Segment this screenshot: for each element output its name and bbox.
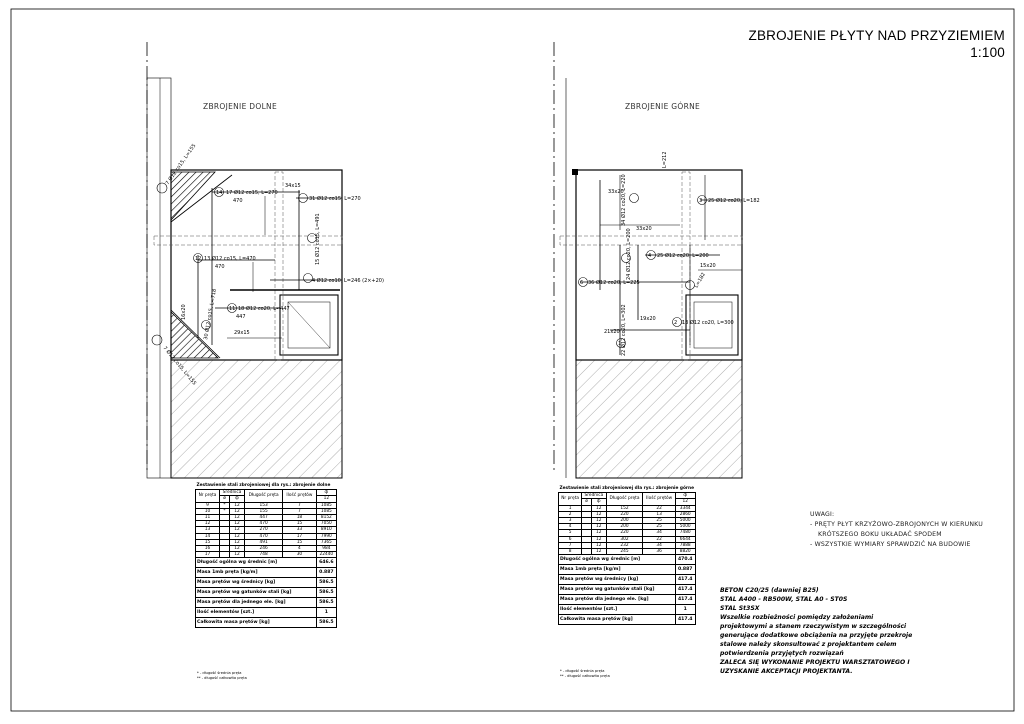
summary-value: 646.6	[316, 558, 336, 568]
table-cell: 22	[643, 505, 675, 511]
summary-row	[559, 585, 696, 595]
col-header: Ilość prętów	[643, 493, 675, 505]
table-cell: 12	[230, 539, 245, 545]
table-cell: 5000	[675, 524, 695, 530]
summary-label: Masa prętów wg gatunków stali [kg]	[559, 585, 676, 595]
summary-row	[196, 568, 337, 578]
rebar-annotation: 7 Ø12 co15, L=155	[161, 345, 198, 387]
summary-label: Długość ogólna wg średnic [m]	[559, 555, 676, 565]
summary-label: Całkowita masa prętów [kg]	[196, 618, 317, 628]
summary-label: Masa 1mb pręta [kg/m]	[559, 565, 676, 575]
steel-schedule-top	[558, 486, 696, 625]
col-header: Nr pręta	[559, 493, 582, 505]
col-header: ф	[591, 499, 606, 505]
rebar-annotation: 13 Ø12 co15, L=470	[204, 256, 256, 262]
table-cell: 34	[643, 530, 675, 536]
rebar-annotation: 11	[229, 306, 236, 312]
table-cell: 8152	[316, 515, 336, 521]
table-cell: 5000	[675, 518, 695, 524]
table-cell: 3344	[675, 505, 695, 511]
summary-value: 417.4	[675, 585, 695, 595]
rebar-annotation: 30 Ø12 co15, L=718	[203, 288, 218, 341]
steel-schedule-bottom	[195, 483, 337, 628]
table-cell: 447	[245, 515, 283, 521]
table-cell: 9	[196, 502, 220, 508]
table-cell: 12	[230, 502, 245, 508]
table-cell: 25	[643, 524, 675, 530]
summary-row	[559, 605, 696, 615]
notes-block	[810, 510, 1000, 550]
rebar-annotation: 7 Ø12 co15, L=155	[164, 142, 198, 187]
table-cell: 153	[245, 502, 283, 508]
summary-value: 0.887	[675, 565, 695, 575]
table-cell: 3	[559, 518, 582, 524]
table-cell: 7365	[316, 539, 336, 545]
col-header: Średnica	[220, 490, 245, 496]
col-header: 12	[316, 496, 336, 502]
spec-line: stalowe należy skonsultować z projektantem celem	[720, 641, 897, 648]
table-cell: 270	[245, 527, 283, 533]
table-cell: 17	[283, 533, 317, 539]
summary-label: Długość ogólna wg średnic [m]	[196, 558, 317, 568]
col-header: ø	[220, 496, 230, 502]
table-cell: 17	[196, 552, 220, 558]
rebar-annotation: 470	[233, 198, 243, 204]
col-header: ø	[582, 499, 592, 505]
table-cell: 4	[559, 524, 582, 530]
table-cell: 8820	[675, 549, 695, 555]
table-cell: 22	[643, 536, 675, 542]
table-cell: 11	[196, 515, 220, 521]
table-cell: 15	[196, 539, 220, 545]
footnote: ** - długość całkowita pręta	[560, 674, 610, 678]
summary-row	[196, 608, 337, 618]
table-cell: 2	[559, 511, 582, 517]
table-cell: 15	[283, 521, 317, 527]
note-item: - WSZYSTKIE WYMIARY SPRAWDZIĆ NA BUDOWIE	[810, 541, 971, 548]
table-cell: 25	[643, 518, 675, 524]
table-cell: 22440	[316, 552, 336, 558]
col-header: Ilość prętów	[283, 490, 317, 502]
table-cell: 220	[606, 530, 643, 536]
table-cell: 13	[196, 527, 220, 533]
summary-row	[559, 555, 696, 565]
summary-value: 586.5	[316, 588, 336, 598]
rebar-annotation: 15 Ø12 co15, L=491	[315, 213, 321, 265]
rebar-annotation: 25 Ø12 co20, L=182	[708, 198, 760, 204]
summary-value: 586.5	[316, 618, 336, 628]
table-cell: 33	[283, 527, 317, 533]
table-cell: 12	[591, 511, 606, 517]
summary-row	[559, 565, 696, 575]
table-footnotes	[197, 671, 247, 681]
rebar-annotation: 21x20	[604, 329, 620, 335]
footnote: * - długość średnia pręta	[197, 671, 242, 675]
table-cell: 7	[283, 502, 317, 508]
summary-row	[196, 618, 337, 628]
rebar-annotation: 17 Ø12 co15, L=270	[226, 190, 278, 196]
rebar-annotation: 3	[699, 198, 703, 204]
summary-value: 586.5	[316, 578, 336, 588]
spec-line: STAL St3SX	[720, 605, 760, 612]
summary-row	[196, 598, 337, 608]
table-cell: 12	[591, 530, 606, 536]
table-cell: 7888	[675, 542, 695, 548]
col-header: Średnica	[582, 493, 606, 499]
spec-line: ZALECA SIĘ WYKONANIE PROJEKTU WARSZTATOWEGO I	[720, 659, 910, 666]
table-cell: 232	[606, 542, 643, 548]
rebar-annotation: 22 Ø12 co20, L=302	[621, 304, 627, 356]
rebar-annotation: 31 Ø12 co15, L=270	[309, 196, 361, 202]
table-cell: 220	[606, 511, 643, 517]
col-header: ф	[316, 490, 336, 496]
col-header: 12	[675, 499, 695, 505]
table-cell: 12	[230, 508, 245, 514]
table-cell: *	[220, 502, 230, 508]
col-header: ф	[230, 496, 245, 502]
table-cell: 302	[606, 536, 643, 542]
summary-row	[559, 595, 696, 605]
rebar-annotation: 4	[648, 253, 652, 259]
table-cell: 12	[591, 542, 606, 548]
rebar-annotation: 14	[216, 190, 223, 196]
rebar-annotation: 36 Ø12 co20, L=225	[588, 280, 640, 286]
table-cell: 245	[606, 549, 643, 555]
summary-value: 1	[675, 605, 695, 615]
summary-label: Masa prętów wg gatunków stali [kg]	[196, 588, 317, 598]
table-cell: 5	[559, 530, 582, 536]
rebar-annotation: 19x20	[640, 316, 656, 322]
rebar-annotation: 13 Ø12 co20, L=300	[682, 320, 734, 326]
table-cell: 470	[245, 533, 283, 539]
table-cell: 12	[230, 533, 245, 539]
table-cell: 12	[230, 521, 245, 527]
rebar-annotation: 34x15	[285, 183, 301, 189]
table-cell: 12	[591, 505, 606, 511]
summary-label: Ilość elementów [szt.]	[559, 605, 676, 615]
col-header: Długość pręta	[606, 493, 643, 505]
rebar-annotation: 15x20	[700, 263, 716, 269]
rebar-annotation: 1	[618, 341, 622, 347]
summary-label: Masa prętów dla jednego ele. [kg]	[559, 595, 676, 605]
rebar-annotation: 6	[580, 280, 584, 286]
plan-label-top: ZBROJENIE GÓRNE	[625, 102, 701, 111]
summary-label: Ilość elementów [szt.]	[196, 608, 317, 618]
plan-label-bottom: ZBROJENIE DOLNE	[203, 102, 277, 111]
note-item: - PRĘTY PŁYT KRZYŻOWO-ZBROJONYCH W KIERUNKU	[810, 521, 983, 528]
table-cell: 7	[559, 542, 582, 548]
spec-line: BETON C20/25 (dawniej B25)	[720, 587, 819, 594]
table-cell: 14	[196, 533, 220, 539]
table-cell: 12	[230, 552, 245, 558]
table-cell: 8	[559, 549, 582, 555]
table-cell: 10	[196, 508, 220, 514]
table-cell: *	[220, 508, 230, 514]
rebar-annotation: 34 Ø12 co20, L=220	[621, 174, 627, 226]
table-footnotes	[560, 669, 610, 679]
summary-row	[559, 575, 696, 585]
table-cell: 12	[230, 515, 245, 521]
rebar-annotation: 18 Ø12 co20, L=447	[238, 306, 290, 312]
summary-value: 1	[316, 608, 336, 618]
table-cell: 7480	[675, 530, 695, 536]
material-specification	[720, 586, 950, 676]
table-cell: 246	[245, 546, 283, 552]
summary-label: Masa prętów wg średnicy [kg]	[559, 575, 676, 585]
table-cell: 470	[245, 521, 283, 527]
spec-line: Wszelkie rozbieżności pomiędzy założeniami	[720, 614, 874, 621]
summary-value: 417.4	[675, 575, 695, 585]
rebar-annotation: 2	[674, 320, 678, 326]
summary-label: Masa 1mb pręta [kg/m]	[196, 568, 317, 578]
table-cell: 12	[591, 536, 606, 542]
table-cell: 16	[196, 546, 220, 552]
table-cell: 4	[283, 546, 317, 552]
rebar-annotation: 16x20	[181, 304, 187, 320]
table-caption: Zestawienie stali zbrojeniowej dla rys.: zbrojenie dolne	[196, 483, 331, 488]
summary-label: Masa prętów wg średnicy [kg]	[196, 578, 317, 588]
table-cell: 12	[196, 521, 220, 527]
table-cell: 200	[606, 524, 643, 530]
spec-line: projektowymi a stanem rzeczywistym w szczególności	[720, 623, 907, 630]
table-cell: 6	[559, 536, 582, 542]
table-caption: Zestawienie stali zbrojeniowej dla rys.: zbrojenie górne	[559, 486, 695, 491]
col-header: Długość pręta	[245, 490, 283, 502]
table-cell: 6644	[675, 536, 695, 542]
table-cell: 12	[591, 518, 606, 524]
rebar-annotation: 33x20	[636, 226, 652, 232]
footnote: * - długość średnia pręta	[560, 669, 605, 673]
table-cell: 18	[283, 515, 317, 521]
rebar-annotation: 4 Ø12 co10, L=246 (2×+20)	[312, 278, 384, 284]
summary-value: 470.4	[675, 555, 695, 565]
rebar-annotation: 12	[195, 256, 202, 262]
table-cell: 8910	[316, 527, 336, 533]
table-cell: 491	[245, 539, 283, 545]
table-cell: 7990	[316, 533, 336, 539]
spec-line: potwierdzenia przyjętych rozwiązań	[720, 650, 844, 657]
summary-value: 0.887	[316, 568, 336, 578]
summary-label: Całkowita masa prętów [kg]	[559, 615, 676, 625]
footnote: ** - długość całkowita pręta	[197, 676, 247, 680]
table-cell: 15	[283, 539, 317, 545]
summary-row	[559, 615, 696, 625]
spec-line: UZYSKANIE AKCEPTACJI PROJEKTANTA.	[720, 668, 853, 675]
summary-row	[196, 558, 337, 568]
rebar-annotation: 470	[215, 264, 225, 270]
rebar-annotation: L=182	[693, 271, 707, 289]
title-scale: 1:100	[970, 45, 1005, 60]
title-text: ZBROJENIE PŁYTY NAD PRZYZIEMIEM	[748, 28, 1005, 43]
summary-value: 417.4	[675, 615, 695, 625]
rebar-annotation: 447	[236, 314, 246, 320]
spec-line: generujące dodatkowe obciążenia na przyjęte przekroje	[720, 632, 913, 639]
table-cell: 12	[230, 527, 245, 533]
spec-line: STAL A400 - RB500W, STAL A0 - ST0S	[720, 596, 848, 603]
rebar-annotation: 29x15	[234, 330, 250, 336]
table-cell: 34	[643, 542, 675, 548]
table-cell: 984	[316, 546, 336, 552]
rebar-annotation: 25 Ø12 co20, L=200	[657, 253, 709, 259]
summary-row	[196, 578, 337, 588]
table-cell: 1	[559, 505, 582, 511]
rebar-annotation: L=212	[662, 151, 668, 168]
notes-heading: UWAGI:	[810, 511, 835, 518]
table-cell: 748	[245, 552, 283, 558]
table-cell: 36	[643, 549, 675, 555]
summary-value: 417.4	[675, 595, 695, 605]
table-cell: 7	[283, 508, 317, 514]
table-cell: 7050	[316, 521, 336, 527]
table-cell: 1085	[316, 508, 336, 514]
table-cell: 12	[591, 549, 606, 555]
table-cell: 2860	[675, 511, 695, 517]
table-cell: 155	[245, 508, 283, 514]
summary-value: 586.5	[316, 598, 336, 608]
rebar-annotation: 33x20	[608, 189, 624, 195]
col-header: ф	[675, 493, 695, 499]
table-cell: 200	[606, 518, 643, 524]
rebar-annotation: 24 Ø12 co20, L=200	[626, 228, 632, 280]
table-cell: 12	[591, 524, 606, 530]
table-cell: 30	[283, 552, 317, 558]
summary-label: Masa prętów dla jednego ele. [kg]	[196, 598, 317, 608]
table-cell: 1085	[316, 502, 336, 508]
table-cell: 152	[606, 505, 643, 511]
col-header: Nr pręta	[196, 490, 220, 502]
summary-row	[196, 588, 337, 598]
note-item: KRÓTSZEGO BOKU UKŁADAĆ SPODEM	[818, 531, 942, 538]
table-cell: 12	[230, 546, 245, 552]
table-cell: 13	[643, 511, 675, 517]
